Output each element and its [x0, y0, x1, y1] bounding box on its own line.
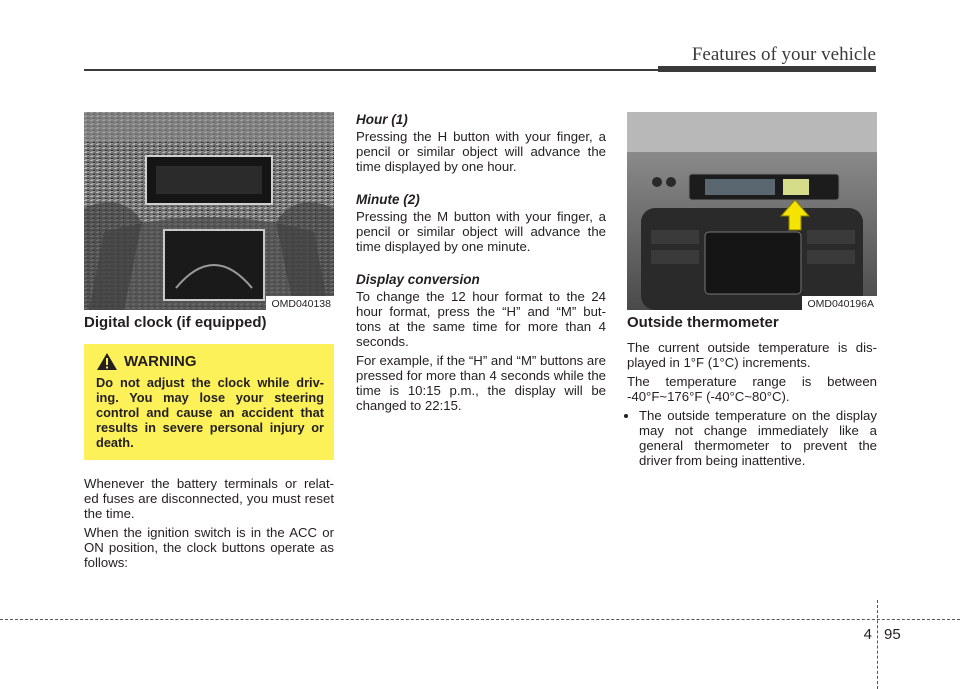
warning-title: WARNING: [124, 353, 197, 370]
bullet-list: [627, 408, 877, 468]
column-outside-thermometer: [627, 112, 877, 468]
warning-box: [84, 344, 334, 460]
warning-triangle-icon: [96, 352, 118, 371]
column-clock-buttons: [356, 112, 606, 417]
warning-header: [96, 352, 324, 371]
paragraph: Pressing the M button with your finger, a pencil or similar object will advance the time displayed by one minute.: [356, 209, 606, 254]
warning-text: Do not adjust the clock while driv- ing. You may lose your steering control and cause an accident that results in severe personal injury or death.: [96, 375, 324, 450]
column-digital-clock: [84, 112, 334, 574]
figure-code: OMD040138: [266, 296, 334, 310]
header-title: Features of your vehicle: [691, 44, 876, 65]
footer-divider: [877, 600, 878, 689]
bullet-item: • The outside temperature on the display may not change immediately like a general thermometer to prevent the driver from being inattentive.: [639, 408, 877, 468]
section-number: 4: [863, 626, 872, 643]
figure-code: OMD040196A: [802, 296, 877, 310]
paragraph: Whenever the battery terminals or relat- ed fuses are disconnected, you must reset the time.: [84, 476, 334, 521]
paragraph: Pressing the H button with your finger, a pencil or similar object will advance the time displayed by one hour.: [356, 129, 606, 174]
thermometer-figure: [627, 112, 877, 310]
section-heading: Digital clock (if equipped): [84, 314, 267, 331]
clock-figure: [84, 112, 334, 310]
paragraph: The temperature range is between -40°F~176°F (-40°C~80°C).: [627, 374, 877, 404]
subheading-minute: Minute (2): [356, 192, 420, 207]
subheading-hour: Hour (1): [356, 112, 408, 127]
paragraph: For example, if the “H” and “M” buttons are pressed for more than 4 seconds while the time is 10:15 p.m., the display will be changed to 22:15.: [356, 353, 606, 413]
thermometer-photo: [627, 112, 877, 310]
page-number: 95: [884, 626, 901, 643]
paragraph: The current outside temperature is dis- played in 1°F (1°C) increments.: [627, 340, 877, 370]
paragraph: To change the 12 hour format to the 24 hour format, press the “H” and “M” but- tons at the same time for more than 4 seconds.: [356, 289, 606, 349]
footer-rule: [0, 619, 960, 620]
paragraph: When the ignition switch is in the ACC or ON position, the clock buttons operate as follows:: [84, 525, 334, 570]
clock-photo: [84, 112, 334, 310]
header-rule-accent: [658, 66, 876, 72]
section-heading: Outside thermometer: [627, 314, 779, 331]
subheading-display-conversion: Display conversion: [356, 272, 480, 287]
